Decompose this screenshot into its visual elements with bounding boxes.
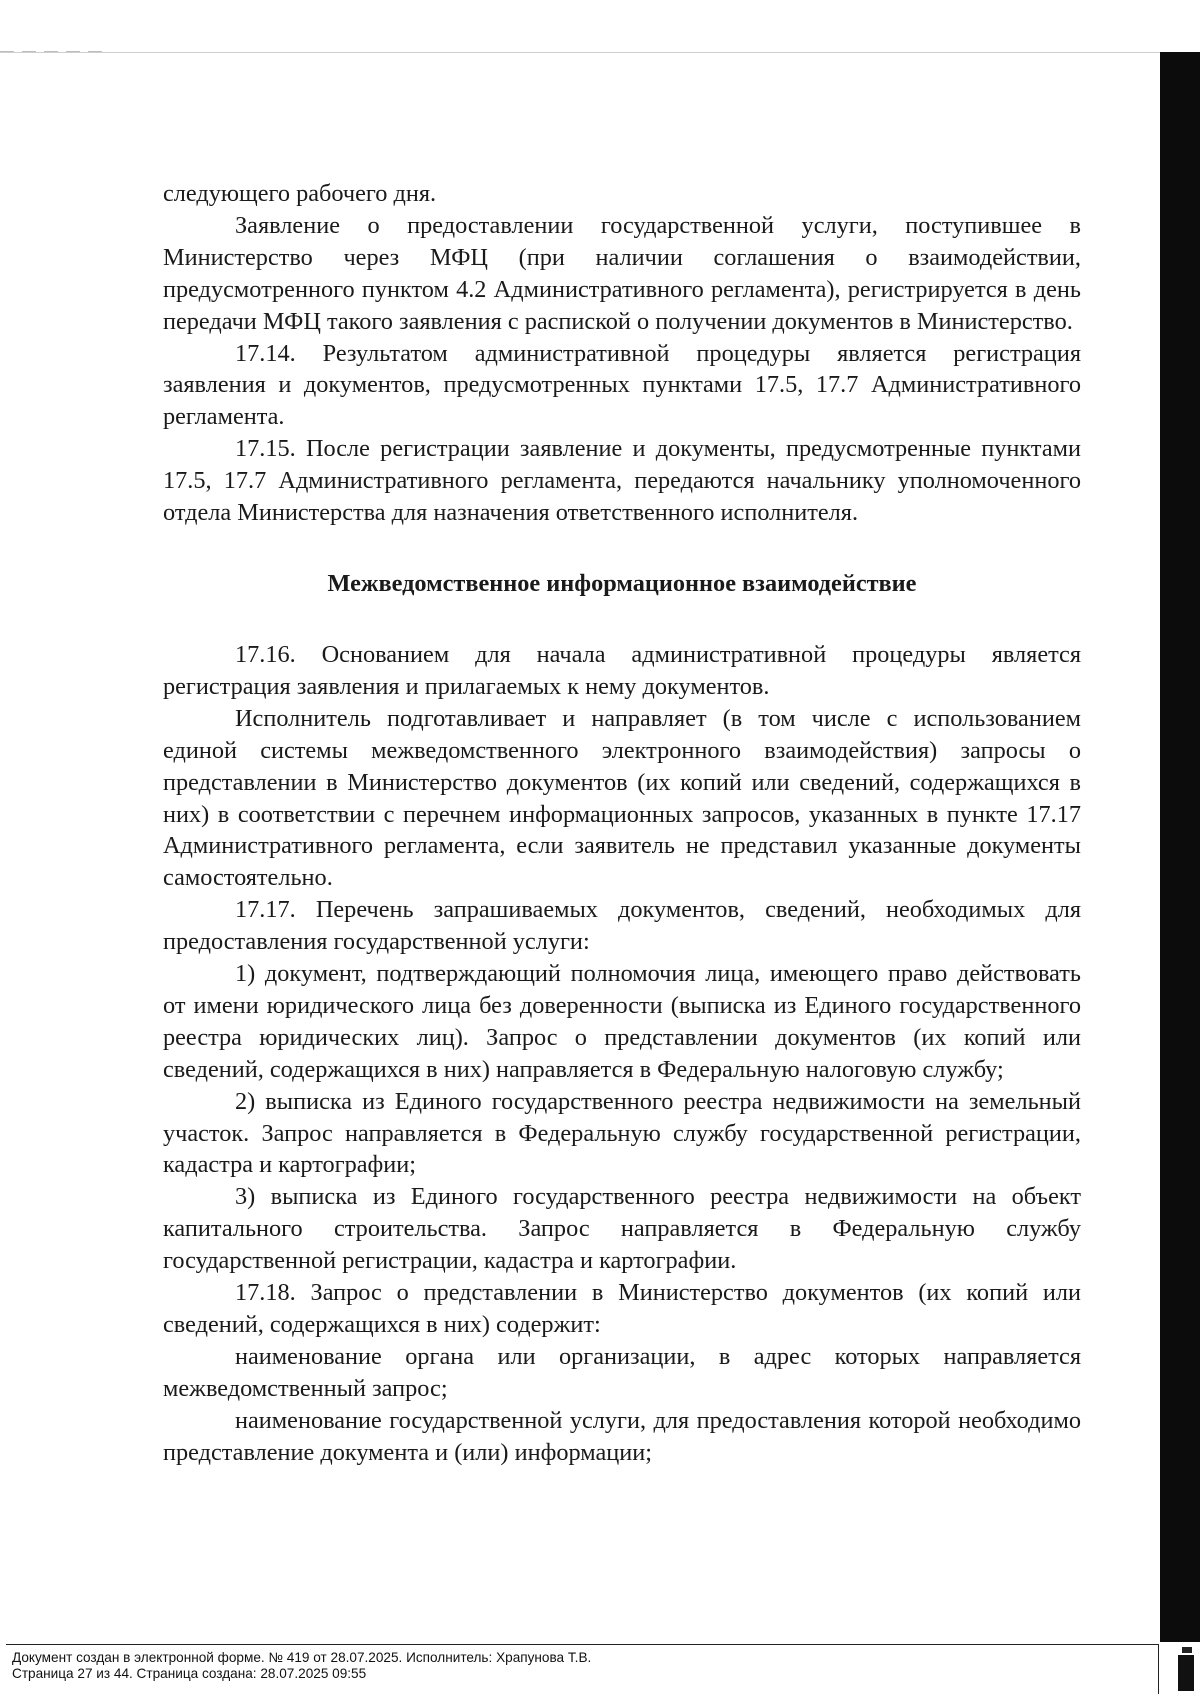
- scan-dark-margin-fragment: [1178, 1655, 1194, 1691]
- paragraph: 17.18. Запрос о представлении в Министерство документов (их копий или сведений, содержащихся в них) содержит:: [163, 1279, 1081, 1338]
- list-item: 3) выписка из Единого государственного реестра недвижимости на объект капитального строительства. Запрос направляется в Федеральную службу государственной регистрации, кадастра и картографии.: [163, 1183, 1081, 1275]
- list-item: 1) документ, подтверждающий полномочия лица, имеющего право действовать от имени юридического лица без доверенности (выписка из Единого государственного реестра юридических лиц). Запрос о представлении документов (их копий или сведений, содержащихся в них) направляется в Федеральную налоговую службу;: [163, 960, 1081, 1083]
- document-body: [163, 178, 1081, 1469]
- paragraph: 17.17. Перечень запрашиваемых документов, сведений, необходимых для предоставления государственной услуги:: [163, 896, 1081, 956]
- document-footer: [12, 1650, 1152, 1682]
- paragraph: наименование органа или организации, в адрес которых направляется межведомственный запрос;: [163, 1342, 1081, 1402]
- paragraph: 17.14. Результатом административной процедуры является регистрация заявления и документов, предусмотренных пунктами 17.5, 17.7 Административного регламента.: [163, 339, 1081, 431]
- scan-dark-margin: [1160, 52, 1200, 1642]
- paragraph: Исполнитель подготавливает и направляет (в том числе с использованием единой системы межведомственного электронного взаимодействия) запросы о представлении в Министерство документов (их копий или сведений, содержащихся в них) в соответствии с перечнем информационных запросов, указанных в пункте 17.17 Административного регламента, если заявитель не представил указанные документы самостоятельно.: [163, 704, 1081, 892]
- paragraph: следующего рабочего дня.: [163, 180, 437, 207]
- scan-page-edge: [0, 52, 1160, 53]
- section-heading: Межведомственное информационное взаимодействие: [327, 569, 917, 597]
- paragraph: 17.15. После регистрации заявление и документы, предусмотренные пунктами 17.5, 17.7 Административного регламента, передаются начальнику уполномоченного отдела Министерства для назначения ответственного исполнителя.: [163, 435, 1081, 527]
- paragraph: наименование государственной услуги, для предоставления которой необходимо представление документа и (или) информации;: [163, 1406, 1081, 1466]
- paragraph: 17.16. Основанием для начала административной процедуры является регистрация заявления и прилагаемых к нему документов.: [163, 640, 1081, 700]
- list-item: 2) выписка из Единого государственного реестра недвижимости на земельный участок. Запрос направляется в Федеральную службу государственной регистрации, кадастра и картографии;: [163, 1087, 1081, 1179]
- footer-document-info: Документ создан в электронной форме. № 419 от 28.07.2025. Исполнитель: Храпунова Т.В.: [12, 1650, 592, 1665]
- footer-page-info: Страница 27 из 44. Страница создана: 28.07.2025 09:55: [12, 1666, 367, 1681]
- paragraph: Заявление о предоставлении государственной услуги, поступившее в Министерство через МФЦ (при наличии соглашения о взаимодействии, предусмотренного пунктом 4.2 Административного регламента), регистрируется в день передачи МФЦ такого заявления с распиской о получении документов в Министерство.: [163, 211, 1081, 335]
